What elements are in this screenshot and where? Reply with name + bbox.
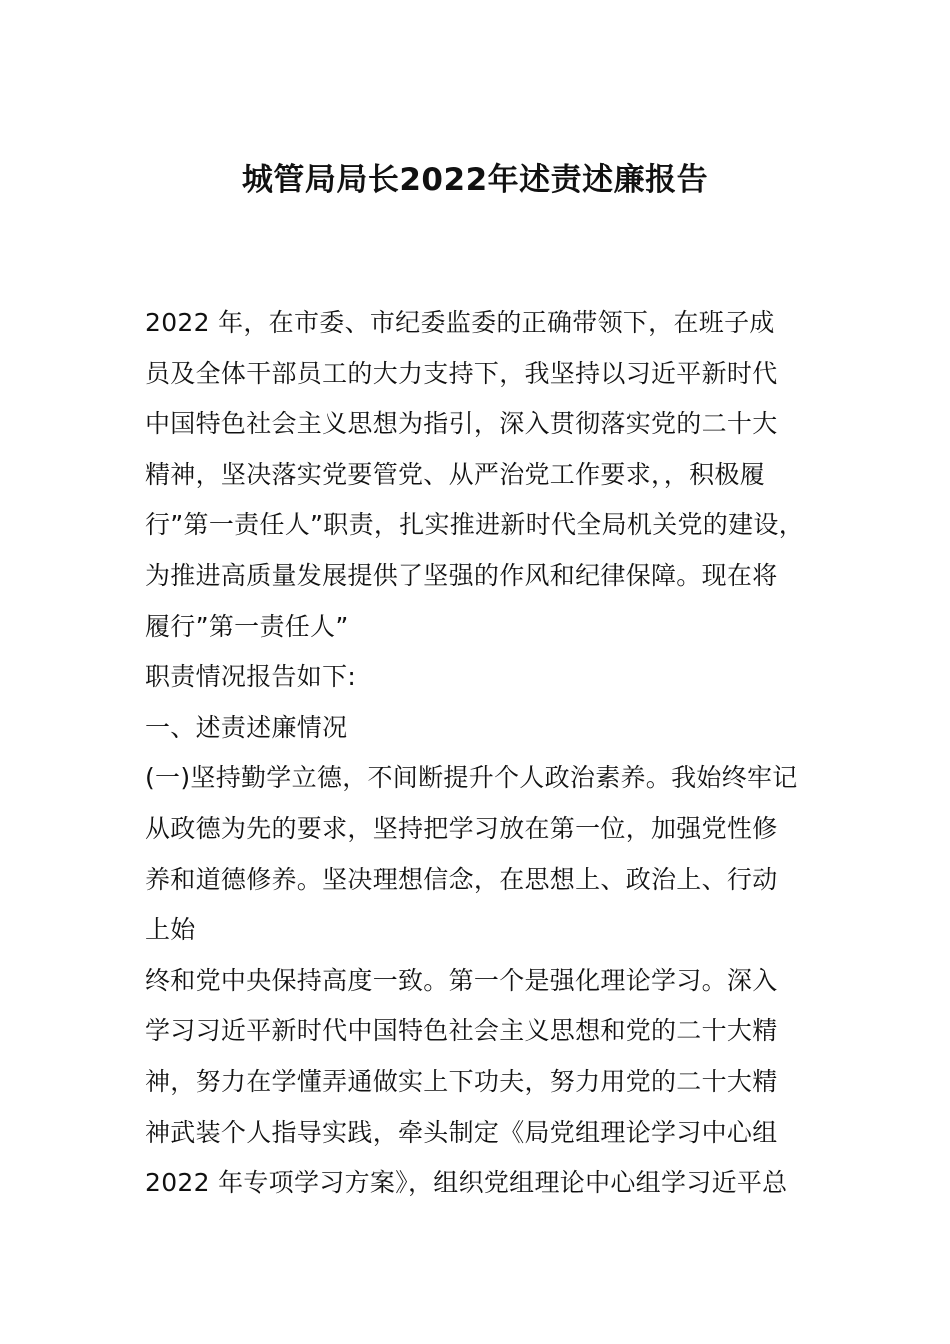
body-line: 精神，坚决落实党要管党、从严治党工作要求，，积极履: [145, 459, 766, 489]
body-line: 从政德为先的要求，坚持把学习放在第一位，加强党性修: [145, 813, 778, 843]
body-line: 履行”第一责任人”: [145, 611, 349, 641]
body-line: 2022 年，在市委、市纪委监委的正确带领下，在班子成: [145, 308, 775, 337]
document-body: [145, 298, 825, 1209]
body-line: 终和党中央保持高度一致。第一个是强化理论学习。深入: [145, 965, 778, 995]
section-heading: 一、述责述廉情况: [145, 712, 348, 742]
body-line: 养和道德修养。坚决理想信念，在思想上、政治上、行动: [145, 864, 778, 894]
body-line: 神，努力在学懂弄通做实上下功夫，努力用党的二十大精: [145, 1066, 778, 1096]
body-line: 上始: [145, 915, 196, 945]
body-line: 2022 年专项学习方案》，组织党组理论中心组学习近平总: [145, 1168, 788, 1198]
body-line: 行”第一责任人”职责，扎实推进新时代全局机关党的建设，: [145, 510, 805, 540]
body-line: 职责情况报告如下:: [145, 662, 357, 692]
body-line: 员及全体干部员工的大力支持下，我坚持以习近平新时代: [145, 358, 778, 388]
document-title: 城管局局长2022年述责述廉报告: [241, 162, 709, 198]
body-line: 神武装个人指导实践，牵头制定《局党组理论学习中心组: [145, 1117, 778, 1147]
body-line: (一)坚持勤学立德，不间断提升个人政治素养。我始终牢记: [145, 763, 798, 793]
body-line: 为推进高质量发展提供了坚强的作风和纪律保障。现在将: [145, 560, 778, 590]
body-line: 学习习近平新时代中国特色社会主义思想和党的二十大精: [145, 1016, 778, 1046]
body-line: 中国特色社会主义思想为指引，深入贯彻落实党的二十大: [145, 409, 778, 439]
